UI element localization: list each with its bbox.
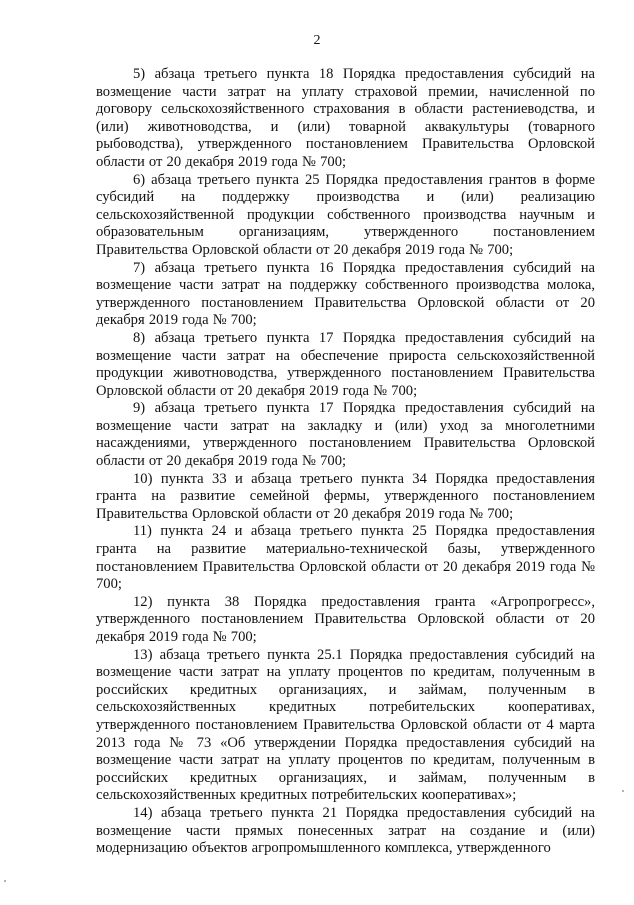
list-item-7: 7) абзаца третьего пункта 16 Порядка предоставления субсидий на возмещение части затрат на поддержку собственного производства молока, утвержденного постановлением Правительства Орловской области от 20 декабря 2019 года № 700; — [96, 259, 595, 329]
list-item-12: 12) пункта 38 Порядка предоставления гранта «Агропрогресс», утвержденного постановлением Правительства Орловской области от 20 декабря 2019 года № 700; — [96, 593, 595, 645]
page-number: 2 — [313, 33, 321, 48]
scan-speck — [4, 880, 6, 882]
document-body — [96, 66, 595, 858]
list-item-11: 11) пункта 24 и абзаца третьего пункта 25 Порядка предоставления гранта на развитие материально-технической базы, утвержденного постановлением Правительства Орловской области от 20 декабря 2019 года № 700; — [96, 523, 595, 593]
scan-speck — [622, 790, 624, 792]
list-item-14: 14) абзаца третьего пункта 21 Порядка предоставления субсидий на возмещение части прямых понесенных затрат на создание и (или) модернизацию объектов агропромышленного комплекса, утвержденного — [96, 804, 595, 857]
list-item-10: 10) пункта 33 и абзаца третьего пункта 34 Порядка предоставления гранта на развитие семейной фермы, утвержденного постановлением Правительства Орловской области от 20 декабря 2019 года № 700; — [96, 470, 595, 522]
list-item-5: 5) абзаца третьего пункта 18 Порядка предоставления субсидий на возмещение части затрат на уплату страховой премии, начисленной по договору сельскохозяйственного страхования в области растениеводства, и (или) животноводства, и (или) товарной аквакультуры (товарного рыбоводства), утвержденного постановлением Правительства Орловской области от 20 декабря 2019 года № 700; — [96, 66, 595, 170]
list-item-13: 13) абзаца третьего пункта 25.1 Порядка предоставления субсидий на возмещение части затрат на уплату процентов по кредитам, полученным в российских кредитных организациях, и займам, полученным в сельскохозяйственных кредитных потребительских кооперативах, утвержденного постановлением Правительства Орловской области от 4 марта 2013 года № 73 «Об утверждении Порядка предоставления субсидий на возмещение части затрат на уплату процентов по кредитам, полученным в российских кредитных организациях, и займам, полученным в сельскохозяйственных кредитных потребительских кооперативах»; — [96, 646, 595, 804]
list-item-8: 8) абзаца третьего пункта 17 Порядка предоставления субсидий на возмещение части затрат на обеспечение прироста сельскохозяйственной продукции животноводства, утвержденного постановлением Правительства Орловской области от 20 декабря 2019 года № 700; — [96, 329, 595, 399]
list-item-9: 9) абзаца третьего пункта 17 Порядка предоставления субсидий на возмещение части затрат на закладку и (или) уход за многолетними насаждениями, утвержденного постановлением Правительства Орловской области от 20 декабря 2019 года № 700; — [96, 400, 595, 470]
list-item-6: 6) абзаца третьего пункта 25 Порядка предоставления грантов в форме субсидий на поддержку производства и (или) реализацию сельскохозяйственной продукции собственного производства научным и образовательным организациям, утвержденного постановлением Правительства Орловской области от 20 декабря 2019 года № 700; — [96, 171, 595, 258]
